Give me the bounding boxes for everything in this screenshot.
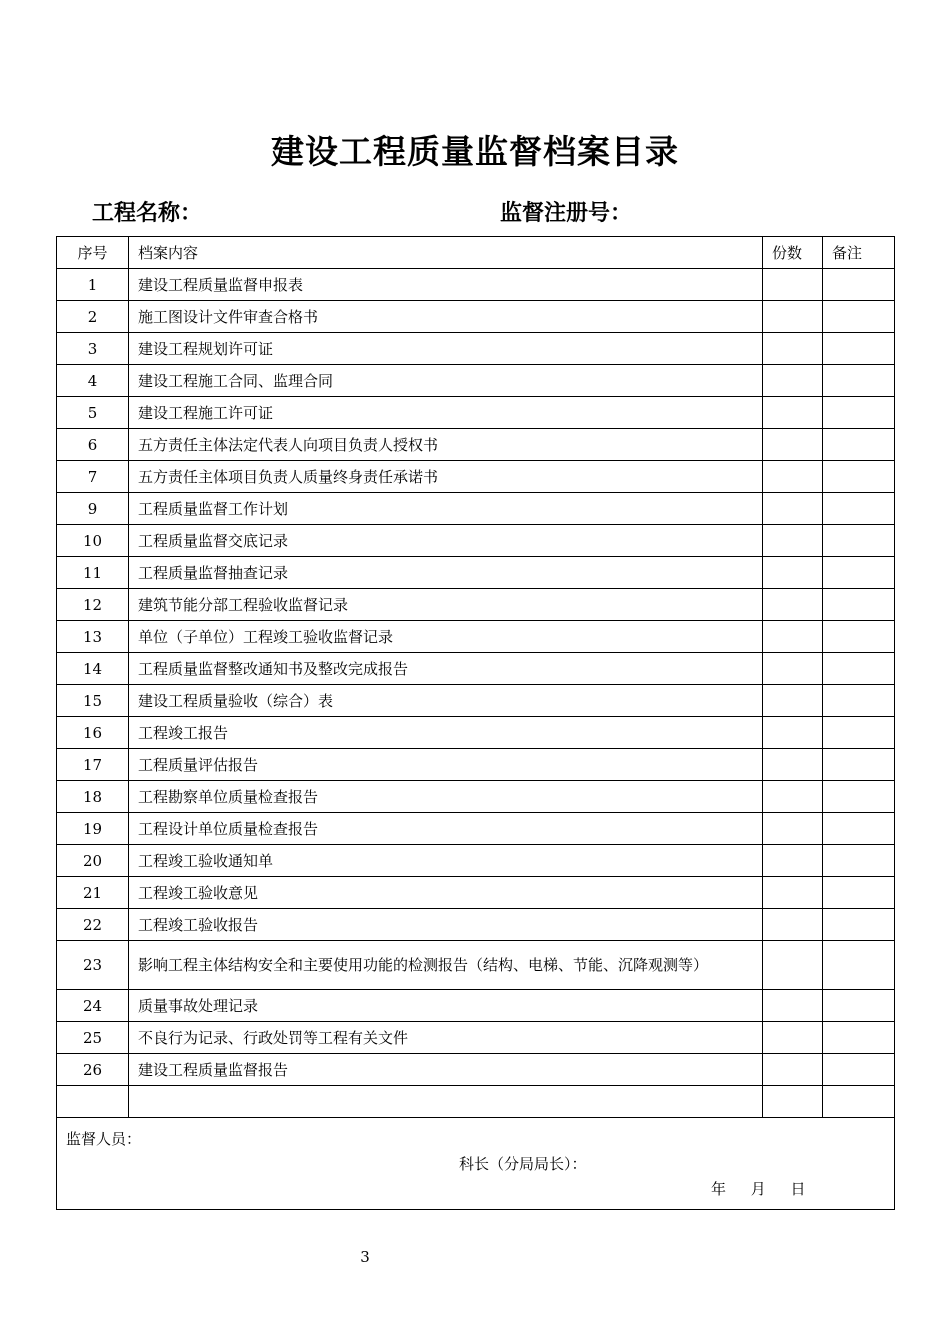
table-row bbox=[57, 493, 895, 525]
row-remarks bbox=[823, 1022, 895, 1054]
project-name-label: 工程名称： bbox=[92, 200, 203, 226]
signature-cell bbox=[57, 1118, 895, 1210]
row-remarks bbox=[823, 990, 895, 1022]
table-row bbox=[57, 589, 895, 621]
row-remarks bbox=[823, 269, 895, 301]
row-number: 12 bbox=[57, 589, 129, 621]
row-copies bbox=[763, 493, 823, 525]
row-copies bbox=[763, 877, 823, 909]
row-remarks bbox=[823, 909, 895, 941]
table-row bbox=[57, 685, 895, 717]
row-remarks bbox=[823, 397, 895, 429]
row-content: 建设工程质量监督申报表 bbox=[129, 269, 763, 301]
row-number: 7 bbox=[57, 461, 129, 493]
row-number: 15 bbox=[57, 685, 129, 717]
row-content: 工程勘察单位质量检查报告 bbox=[129, 781, 763, 813]
row-remarks bbox=[823, 717, 895, 749]
row-copies bbox=[763, 333, 823, 365]
table-row bbox=[57, 941, 895, 990]
row-content: 建设工程质量验收（综合）表 bbox=[129, 685, 763, 717]
row-copies bbox=[763, 653, 823, 685]
row-copies bbox=[763, 717, 823, 749]
row-number: 10 bbox=[57, 525, 129, 557]
row-content: 工程竣工验收意见 bbox=[129, 877, 763, 909]
row-content: 建设工程质量监督报告 bbox=[129, 1054, 763, 1086]
blank-cell bbox=[823, 1086, 895, 1118]
row-content: 五方责任主体法定代表人向项目负责人授权书 bbox=[129, 429, 763, 461]
table-row bbox=[57, 813, 895, 845]
row-number: 17 bbox=[57, 749, 129, 781]
row-number: 26 bbox=[57, 1054, 129, 1086]
row-remarks bbox=[823, 845, 895, 877]
row-number: 13 bbox=[57, 621, 129, 653]
row-content: 施工图设计文件审查合格书 bbox=[129, 301, 763, 333]
row-content: 不良行为记录、行政处罚等工程有关文件 bbox=[129, 1022, 763, 1054]
row-content: 工程竣工验收报告 bbox=[129, 909, 763, 941]
row-remarks bbox=[823, 557, 895, 589]
row-remarks bbox=[823, 781, 895, 813]
row-number: 23 bbox=[57, 941, 129, 990]
table-row bbox=[57, 1022, 895, 1054]
table-row bbox=[57, 781, 895, 813]
row-copies bbox=[763, 749, 823, 781]
row-number: 2 bbox=[57, 301, 129, 333]
row-copies bbox=[763, 589, 823, 621]
archive-catalog-table bbox=[56, 236, 895, 1210]
row-remarks bbox=[823, 333, 895, 365]
row-number: 22 bbox=[57, 909, 129, 941]
row-remarks bbox=[823, 525, 895, 557]
row-content: 建设工程施工许可证 bbox=[129, 397, 763, 429]
table-row bbox=[57, 333, 895, 365]
row-remarks bbox=[823, 301, 895, 333]
row-content: 建设工程施工合同、监理合同 bbox=[129, 365, 763, 397]
row-remarks bbox=[823, 365, 895, 397]
blank-cell bbox=[129, 1086, 763, 1118]
row-number: 9 bbox=[57, 493, 129, 525]
table-row bbox=[57, 397, 895, 429]
row-copies bbox=[763, 845, 823, 877]
row-content: 影响工程主体结构安全和主要使用功能的检测报告（结构、电梯、节能、沉降观测等） bbox=[129, 941, 763, 990]
page-title: 建设工程质量监督档案目录 bbox=[271, 132, 679, 171]
date-label: 年 月 日 bbox=[711, 1180, 806, 1198]
row-content: 单位（子单位）工程竣工验收监督记录 bbox=[129, 621, 763, 653]
row-number: 18 bbox=[57, 781, 129, 813]
row-copies bbox=[763, 813, 823, 845]
table-row bbox=[57, 525, 895, 557]
row-content: 工程质量监督整改通知书及整改完成报告 bbox=[129, 653, 763, 685]
row-content: 工程质量监督抽查记录 bbox=[129, 557, 763, 589]
table-row bbox=[57, 557, 895, 589]
row-content: 工程质量监督交底记录 bbox=[129, 525, 763, 557]
row-number: 24 bbox=[57, 990, 129, 1022]
row-content: 建筑节能分部工程验收监督记录 bbox=[129, 589, 763, 621]
table-row bbox=[57, 1054, 895, 1086]
row-remarks bbox=[823, 749, 895, 781]
row-remarks bbox=[823, 685, 895, 717]
table-row bbox=[57, 845, 895, 877]
row-copies bbox=[763, 781, 823, 813]
row-copies bbox=[763, 365, 823, 397]
table-row bbox=[57, 269, 895, 301]
row-number: 19 bbox=[57, 813, 129, 845]
blank-cell bbox=[763, 1086, 823, 1118]
table-row bbox=[57, 990, 895, 1022]
row-content: 工程设计单位质量检查报告 bbox=[129, 813, 763, 845]
table-row bbox=[57, 717, 895, 749]
row-number: 6 bbox=[57, 429, 129, 461]
row-content: 建设工程规划许可证 bbox=[129, 333, 763, 365]
row-number: 5 bbox=[57, 397, 129, 429]
row-content: 工程竣工验收通知单 bbox=[129, 845, 763, 877]
row-remarks bbox=[823, 941, 895, 990]
row-copies bbox=[763, 685, 823, 717]
header-no: 序号 bbox=[57, 237, 129, 269]
row-number: 21 bbox=[57, 877, 129, 909]
row-remarks bbox=[823, 621, 895, 653]
table-row-blank bbox=[57, 1086, 895, 1118]
table-row bbox=[57, 461, 895, 493]
row-copies bbox=[763, 941, 823, 990]
row-number: 1 bbox=[57, 269, 129, 301]
header-copies: 份数 bbox=[763, 237, 823, 269]
row-copies bbox=[763, 429, 823, 461]
row-number: 3 bbox=[57, 333, 129, 365]
row-copies bbox=[763, 525, 823, 557]
table-row bbox=[57, 877, 895, 909]
table-row bbox=[57, 749, 895, 781]
row-copies bbox=[763, 1054, 823, 1086]
row-copies bbox=[763, 461, 823, 493]
row-number: 20 bbox=[57, 845, 129, 877]
table-row bbox=[57, 653, 895, 685]
table-row bbox=[57, 621, 895, 653]
row-content: 工程质量监督工作计划 bbox=[129, 493, 763, 525]
row-copies bbox=[763, 1022, 823, 1054]
header-content: 档案内容 bbox=[129, 237, 763, 269]
row-remarks bbox=[823, 813, 895, 845]
row-number: 16 bbox=[57, 717, 129, 749]
row-number: 25 bbox=[57, 1022, 129, 1054]
table-header-row bbox=[57, 237, 895, 269]
supervisor-label: 监督人员： bbox=[66, 1130, 142, 1148]
table-row bbox=[57, 365, 895, 397]
row-copies bbox=[763, 397, 823, 429]
row-copies bbox=[763, 301, 823, 333]
row-copies bbox=[763, 621, 823, 653]
row-remarks bbox=[823, 493, 895, 525]
table-row bbox=[57, 429, 895, 461]
row-remarks bbox=[823, 1054, 895, 1086]
registration-number-label: 监督注册号： bbox=[500, 200, 633, 226]
row-copies bbox=[763, 557, 823, 589]
row-number: 14 bbox=[57, 653, 129, 685]
page-number: 3 bbox=[360, 1248, 370, 1266]
row-remarks bbox=[823, 877, 895, 909]
row-remarks bbox=[823, 589, 895, 621]
row-content: 质量事故处理记录 bbox=[129, 990, 763, 1022]
row-number: 4 bbox=[57, 365, 129, 397]
row-content: 工程竣工报告 bbox=[129, 717, 763, 749]
table-row bbox=[57, 909, 895, 941]
row-remarks bbox=[823, 429, 895, 461]
signature-row bbox=[57, 1118, 895, 1210]
row-content: 工程质量评估报告 bbox=[129, 749, 763, 781]
row-copies bbox=[763, 990, 823, 1022]
row-copies bbox=[763, 909, 823, 941]
row-remarks bbox=[823, 461, 895, 493]
row-content: 五方责任主体项目负责人质量终身责任承诺书 bbox=[129, 461, 763, 493]
row-remarks bbox=[823, 653, 895, 685]
blank-cell bbox=[57, 1086, 129, 1118]
section-chief-label: 科长（分局局长）： bbox=[459, 1155, 587, 1173]
header-remarks: 备注 bbox=[823, 237, 895, 269]
table-row bbox=[57, 301, 895, 333]
row-copies bbox=[763, 269, 823, 301]
row-number: 11 bbox=[57, 557, 129, 589]
